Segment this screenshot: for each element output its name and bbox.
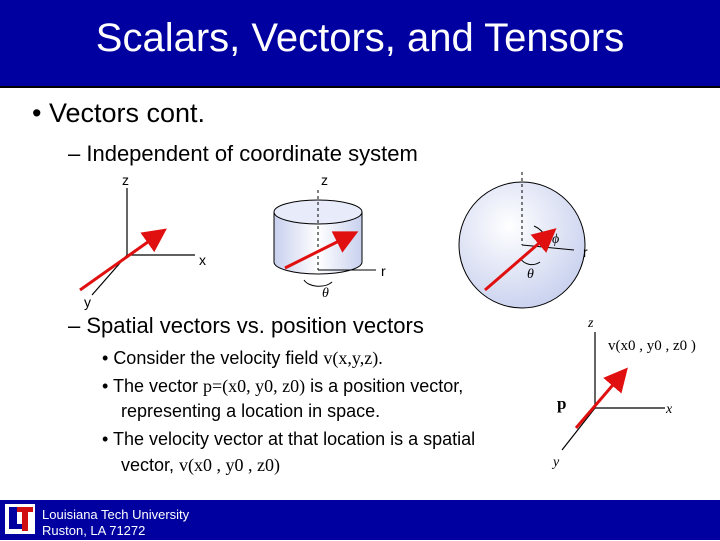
y-axis [562, 408, 595, 450]
x-label: x [666, 402, 673, 417]
velocity-diagram [551, 316, 696, 470]
v-label: v(x0 , y0 , z0 ) [608, 338, 696, 354]
sub-bullet-velocity-vector: • The velocity vector at that location is a spatial [102, 429, 476, 449]
velocity-vector-expr: v(x0 , y0 , z0) [179, 455, 281, 475]
logo-icon [3, 502, 37, 536]
sub-bullet-position-vector: • The vector p=(x0, y0, z0) is a position vector, [102, 376, 464, 396]
velocity-field-expr: v(x,y,z). [323, 348, 383, 368]
bullet-text: Vectors cont. [48, 98, 206, 128]
z-label: z [321, 172, 328, 188]
r-label: r [583, 244, 588, 260]
theta-label: θ [322, 286, 329, 301]
dash-text: Spatial vectors vs. position vectors [86, 313, 424, 338]
r-label: r [381, 263, 386, 279]
vector-arrow [80, 232, 162, 290]
p-label: p [557, 394, 567, 413]
cartesian-diagram [80, 172, 206, 310]
bullet-vectors-cont: • Vectors cont. [32, 98, 206, 128]
y-label: y [553, 455, 560, 470]
x-label: x [199, 252, 206, 268]
footer-text [42, 507, 189, 539]
theta-label: θ [527, 267, 534, 282]
sub-bullet-continuation: representing a location in space. [121, 401, 381, 421]
phi-label: ϕ [552, 232, 560, 247]
slide-title: Scalars, Vectors, and Tensors [95, 16, 625, 60]
velocity-arrow [576, 372, 624, 428]
spherical-diagram [459, 172, 588, 308]
dash-independent: – Independent of coordinate system [68, 141, 418, 166]
sub-text: Consider the velocity field [113, 348, 324, 368]
z-label: z [588, 316, 594, 331]
footer-line1: Louisiana Tech University [42, 507, 190, 522]
cylindrical-diagram [274, 172, 386, 301]
sub-text: is a position vector, [305, 376, 464, 396]
z-label: z [122, 172, 129, 188]
dash-text: Independent of coordinate system [86, 141, 418, 166]
sub-text: vector, [121, 455, 180, 475]
dash-spatial-vs-position: – Spatial vectors vs. position vectors [68, 313, 424, 338]
sub-text: The vector [112, 376, 204, 396]
sub-text: The velocity vector at that location is a spatial [112, 429, 476, 449]
university-logo [3, 502, 37, 536]
footer-line2: Ruston, LA 71272 [42, 523, 146, 538]
y-label: y [84, 294, 91, 310]
sub-bullet-velocity-field: • Consider the velocity field v(x,y,z). [102, 348, 383, 368]
position-vector-expr: p=(x0, y0, z0) [203, 376, 306, 396]
